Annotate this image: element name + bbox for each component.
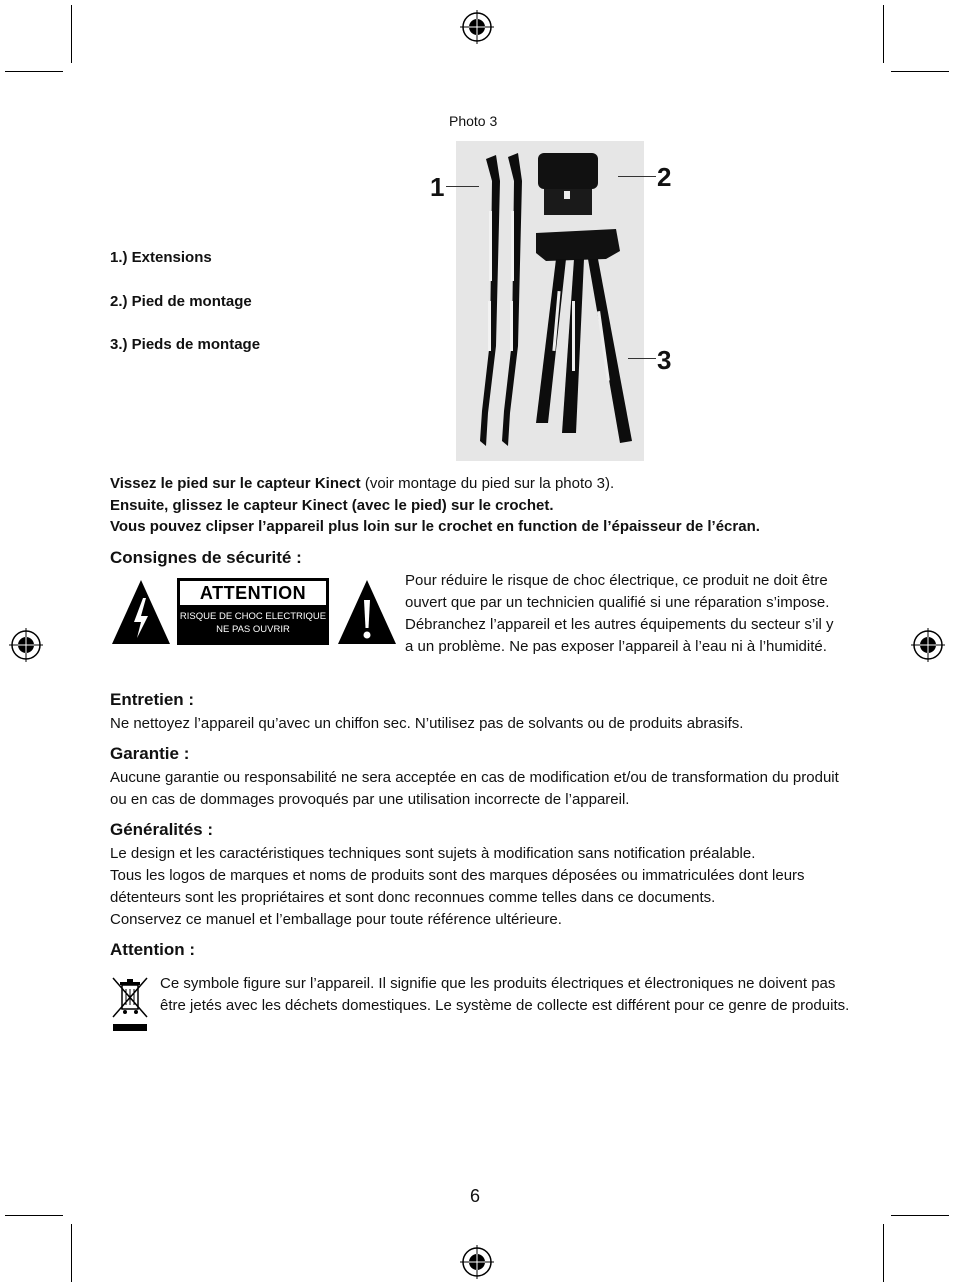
callout-line xyxy=(446,186,479,187)
photo-caption: Photo 3 xyxy=(449,113,498,129)
garantie-text: Aucune garantie ou responsabilité ne sera acceptée en cas de modification et/ou de transformation du produit ou en cas de dommages provoqués par une utilisation incorrecte de l’appareil. xyxy=(110,769,839,808)
entretien-heading: Entretien : xyxy=(110,690,195,709)
callout-3: 3 xyxy=(657,345,672,375)
page-number: 6 xyxy=(470,1186,481,1206)
crop-mark xyxy=(883,1224,884,1282)
crop-mark xyxy=(5,1215,63,1216)
registration-mark-icon xyxy=(9,628,43,662)
instruction-bold: Ensuite, glissez le capteur Kinect (avec le pied) sur le crochet. xyxy=(110,496,554,514)
crop-mark xyxy=(71,1224,72,1282)
attention-line: NE PAS OUVRIR xyxy=(216,624,290,635)
safety-heading: Consignes de sécurité : xyxy=(110,548,302,567)
part-label: 3.) Pieds de montage xyxy=(110,336,261,353)
exclamation-warning-icon xyxy=(336,578,398,646)
generalites-line: Le design et les caractéristiques techniques sont sujets à modification sans notification préalable. xyxy=(110,845,756,862)
attention-subtitle xyxy=(177,610,329,636)
registration-mark-icon xyxy=(460,1245,494,1279)
part-label: 1.) Extensions xyxy=(110,249,212,266)
crop-mark xyxy=(891,71,949,72)
crop-mark xyxy=(71,5,72,63)
instructions xyxy=(110,473,760,538)
instruction-line xyxy=(110,516,760,538)
registration-mark-icon xyxy=(460,10,494,44)
instruction-bold: Vissez le pied sur le capteur Kinect xyxy=(110,475,361,492)
instruction-line xyxy=(110,473,760,495)
instruction-rest: (voir montage du pied sur la photo 3). xyxy=(360,475,615,492)
callout-line xyxy=(628,358,656,359)
attention-line: RISQUE DE CHOC ELECTRIQUE xyxy=(179,611,327,622)
attention-text: Ce symbole figure sur l’appareil. Il signifie que les produits électriques et électroniques ne doivent pas être jetés avec les déchets domestiques. Le système de collecte est différent pour ce genre de produits. xyxy=(160,975,850,1014)
generalites-line: Conservez ce manuel et l’emballage pour toute référence ultérieure. xyxy=(110,911,562,928)
crop-mark xyxy=(891,1215,949,1216)
registration-mark-icon xyxy=(911,628,945,662)
safety-text: Pour réduire le risque de choc électrique, ce produit ne doit être ouvert que par un technicien qualifié si une réparation s’impose. Débranchez l’appareil et les autres équipements du secteur s’il y a un problème. Ne pas exposer l’appareil à l’eau ni à l’humidité. xyxy=(405,572,834,655)
instruction-bold: Vous pouvez clipser l’appareil plus loin sur le crochet en function de l’épaisseur de l’écran. xyxy=(110,518,760,535)
callout-line xyxy=(618,176,656,177)
product-photo xyxy=(456,141,644,461)
callout-1: 1 xyxy=(430,172,445,202)
entretien-text: Ne nettoyez l’appareil qu’avec un chiffon sec. N’utilisez pas de solvants ou de produits abrasifs. xyxy=(110,715,744,732)
part-label: 2.) Pied de montage xyxy=(110,293,252,310)
attention-label xyxy=(177,578,329,645)
crop-mark xyxy=(883,5,884,63)
generalites-heading: Généralités : xyxy=(110,820,213,839)
weee-bin-icon xyxy=(110,975,150,1035)
attention-title: ATTENTION xyxy=(180,581,326,605)
generalites-text xyxy=(110,843,850,931)
garantie-heading: Garantie : xyxy=(110,744,190,763)
instruction-line xyxy=(110,495,760,517)
lightning-warning-icon xyxy=(110,578,172,646)
crop-mark xyxy=(5,71,63,72)
generalites-line: Tous les logos de marques et noms de produits sont des marques déposées ou immatriculées dont leurs détenteurs sont les propriétaires et sont donc reconnues comme telles dans ce documents. xyxy=(110,867,805,906)
callout-2: 2 xyxy=(657,162,672,192)
attention-heading: Attention : xyxy=(110,940,195,959)
